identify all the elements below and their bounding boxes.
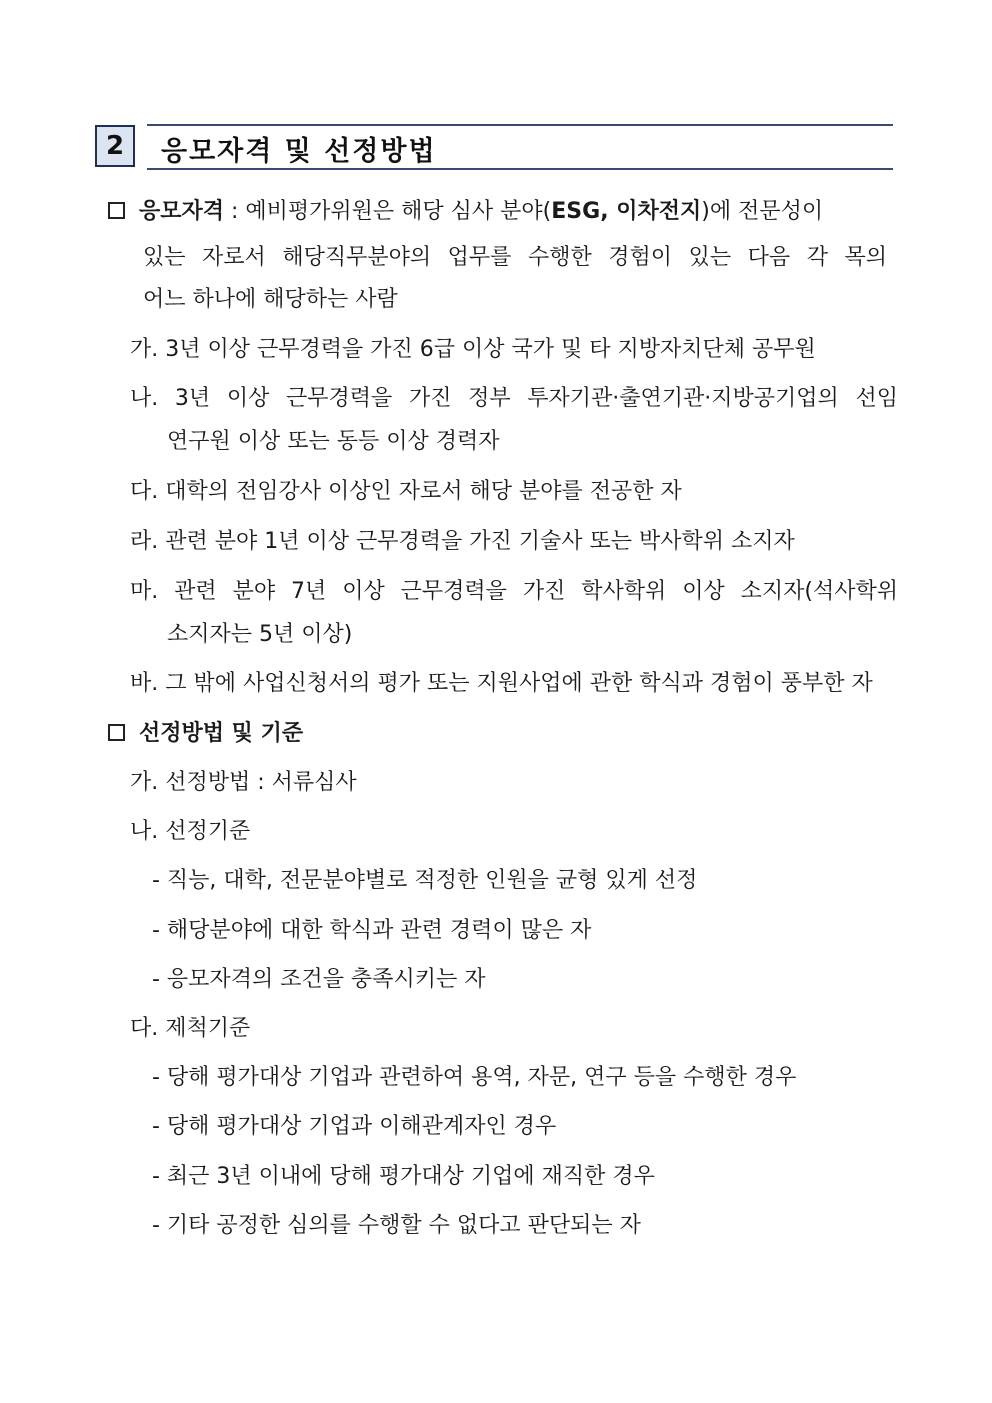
exclusion-item: - 기타 공정한 심의를 수행할 수 없다고 판단되는 자 [152,1213,641,1238]
selection-heading-line [108,719,303,749]
exclusion-heading: 다. 제척기준 [130,1016,251,1041]
exclusion-item: - 당해 평가대상 기업과 이해관계자인 경우 [152,1114,557,1139]
exclusion-item: - 당해 평가대상 기업과 관련하여 용역, 자문, 연구 등을 수행한 경우 [152,1065,797,1090]
selection-method: 가. 선정방법 : 서류심사 [130,770,357,795]
criteria-heading: 나. 선정기준 [130,819,251,844]
criteria-item: - 해당분야에 대한 학식과 관련 경력이 많은 자 [152,918,592,943]
criteria-item: - 응모자격의 조건을 충족시키는 자 [152,967,486,992]
section-title: 응모자격 및 선정방법 [161,136,437,167]
eligibility-separator: : [224,199,246,224]
section-header [95,124,893,170]
eligibility-item: 마. 관련 분야 7년 이상 근무경력을 가진 학사학위 이상 소지자(석사학위 [130,579,898,604]
eligibility-fields: ESG, 이차전지 [551,199,702,224]
eligibility-intro-a: 예비평가위원은 해당 심사 분야( [245,199,552,224]
eligibility-heading-line [108,197,823,227]
eligibility-item-continuation: 소지자는 5년 이상) [167,622,353,647]
header-top-rule [147,124,893,126]
eligibility-item: 라. 관련 분야 1년 이상 근무경력을 가진 기술사 또는 박사학위 소지자 [130,529,795,554]
eligibility-item-continuation: 연구원 이상 또는 동등 이상 경력자 [167,429,500,454]
eligibility-item: 다. 대학의 전임강사 이상인 자로서 해당 분야를 전공한 자 [130,479,682,504]
criteria-item: - 직능, 대학, 전문분야별로 적정한 인원을 균형 있게 선정 [152,868,698,893]
section-number: 2 [95,125,135,167]
eligibility-item: 나. 3년 이상 근무경력을 가진 정부 투자기관·출연기관·지방공기업의 선임 [130,386,898,411]
eligibility-intro-b: )에 전문성이 [701,199,824,224]
eligibility-intro-line2: 있는 자로서 해당직무분야의 업무를 수행한 경험이 있는 다음 각 목의 [143,245,887,270]
exclusion-item: - 최근 3년 이내에 당해 평가대상 기업에 재직한 경우 [152,1164,655,1189]
checkbox-square-icon [108,202,125,219]
eligibility-intro-line3: 어느 하나에 해당하는 사람 [143,287,398,312]
checkbox-square-icon [108,724,125,741]
eligibility-item: 바. 그 밖에 사업신청서의 평가 또는 지원사업에 관한 학식과 경험이 풍부한 자 [130,671,873,696]
eligibility-heading: 응모자격 [139,199,225,224]
eligibility-item: 가. 3년 이상 근무경력을 가진 6급 이상 국가 및 타 지방자치단체 공무원 [130,337,816,362]
selection-heading: 선정방법 및 기준 [139,721,304,746]
header-bottom-rule [147,168,893,170]
